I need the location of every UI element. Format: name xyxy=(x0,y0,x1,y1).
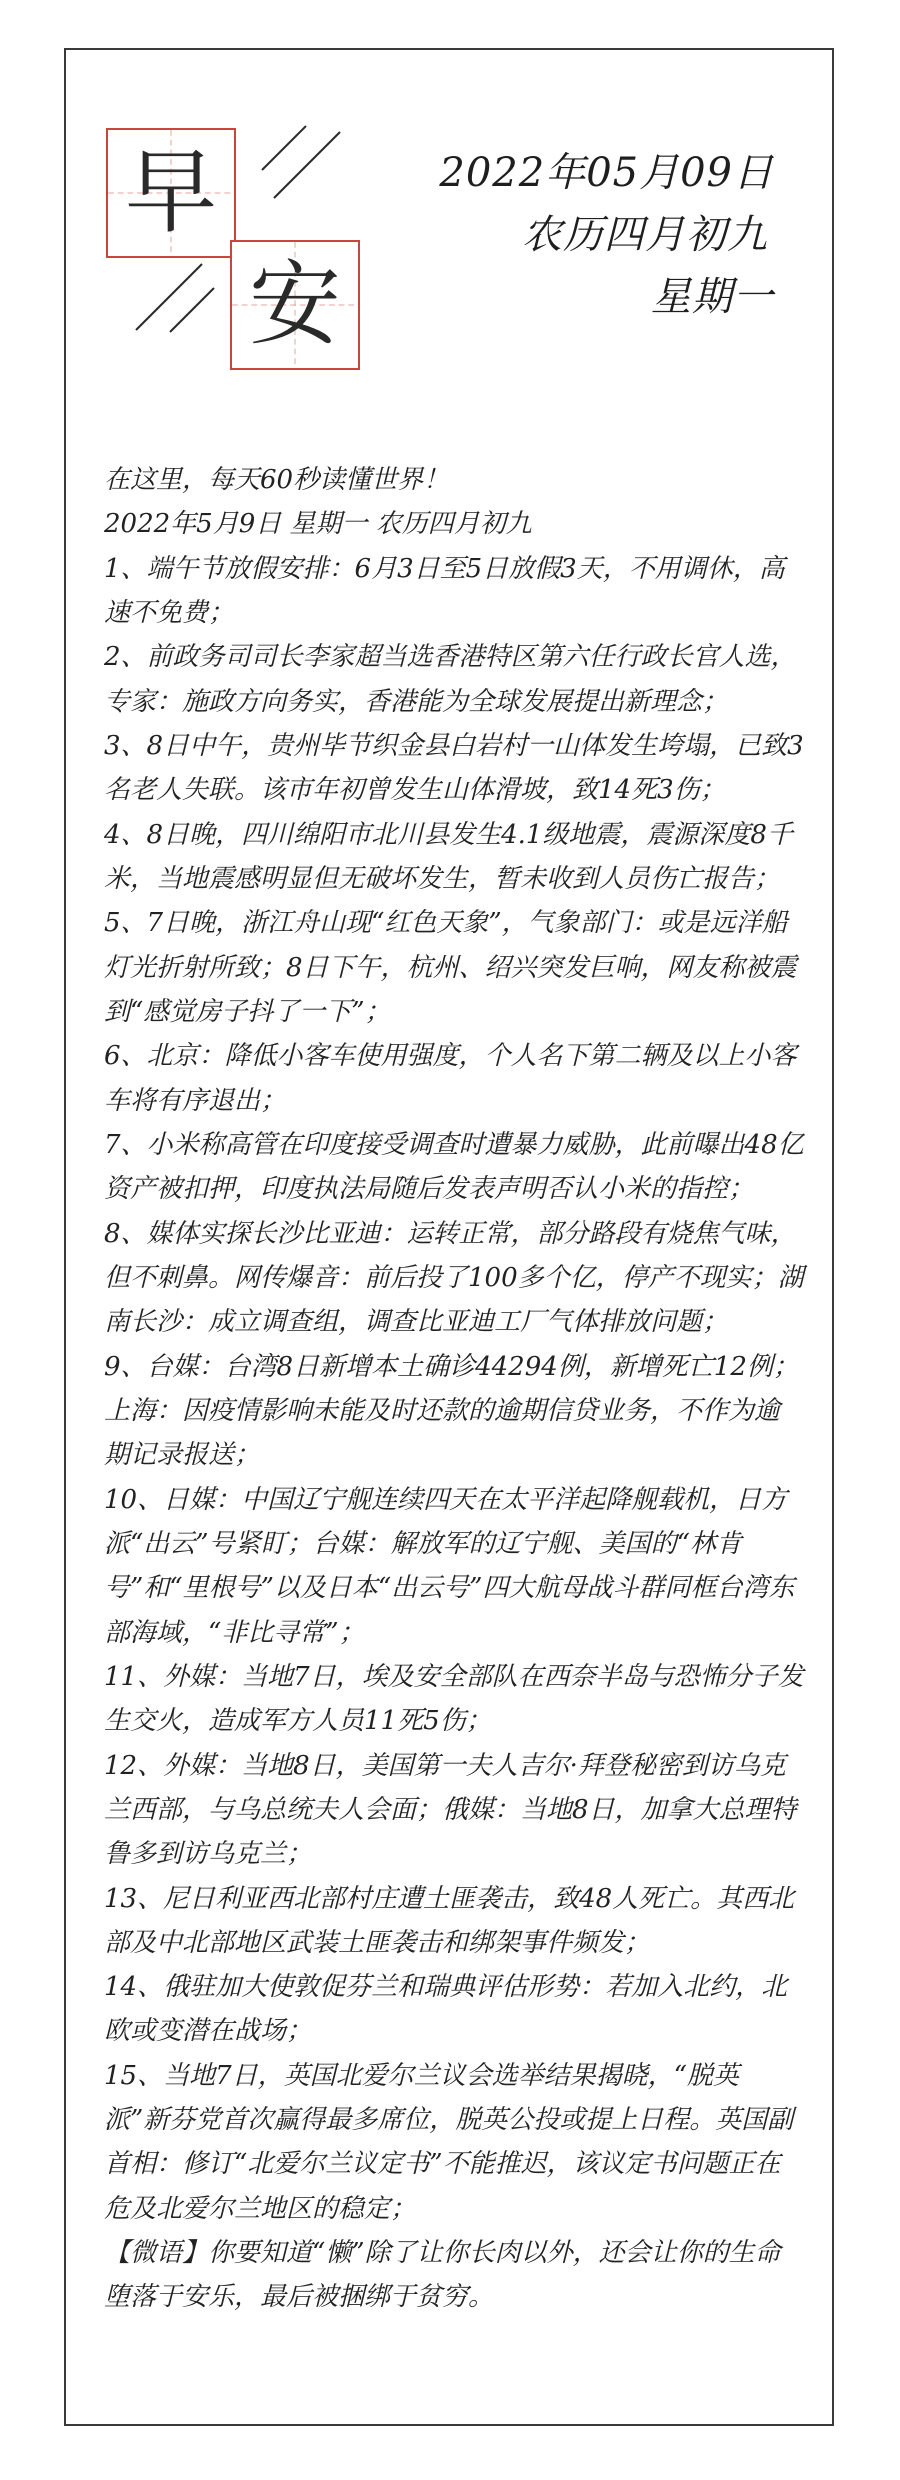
weekday-text: 星期一 xyxy=(651,274,774,320)
news-item-11: 11、外媒：当地7日，埃及安全部队在西奈半岛与恐怖分子发生交火，造成军方人员11死5伤； xyxy=(104,1661,804,1737)
date-block xyxy=(439,142,774,328)
slash-line xyxy=(262,126,306,170)
quote-tag: 【微语】 xyxy=(104,2238,209,2269)
news-item-6: 6、北京：降低小客车使用强度，个人名下第二辆及以上小客车将有序退出； xyxy=(104,1041,797,1116)
dateline: 2022年5月9日 星期一 农历四月初九 xyxy=(104,509,532,540)
news-item-7: 7、小米称高管在印度接受调查时遭暴力威胁，此前曝出48亿资产被扣押，印度执法局随后发表声明否认小米的指控； xyxy=(104,1129,804,1205)
lunar-date-text: 农历四月初九 xyxy=(522,212,768,258)
date-text: 2022年05月09日 xyxy=(439,150,774,196)
slash-line xyxy=(274,132,340,198)
news-content xyxy=(104,458,804,2320)
news-item-14: 14、俄驻加大使敦促芬兰和瑞典评估形势：若加入北约，北欧或变潜在战场； xyxy=(104,1972,788,2047)
news-item-12: 12、外媒：当地8日，美国第一夫人吉尔·拜登秘密到访乌克兰西部，与乌总统夫人会面；俄媒：当地8日，加拿大总理特鲁多到访乌克兰； xyxy=(104,1750,797,1870)
greeting-char-an: 安 xyxy=(248,251,341,358)
greeting-char-zao: 早 xyxy=(124,139,217,246)
news-item-10: 10、日媒：中国辽宁舰连续四天在太平洋起降舰载机，日方派“出云”号紧盯；台媒：解放军的辽宁舰、美国的“林肯号”和“里根号”以及日本“出云号”四大航母战斗群同框台湾东部海域，“非比寻常”； xyxy=(104,1484,795,1648)
news-item-4: 4、8日晚，四川绵阳市北川县发生4.1级地震，震源深度8千米，当地震感明显但无破坏发生，暂未收到人员伤亡报告； xyxy=(104,819,793,894)
greeting-char-box-1 xyxy=(106,128,236,258)
news-item-13: 13、尼日利亚西北部村庄遭土匪袭击，致48人死亡。其西北部及中北部地区武装土匪袭击和绑架事件频发； xyxy=(104,1883,795,1958)
news-item-15: 15、当地7日，英国北爱尔兰议会选举结果揭晓，“脱英派”新芬党首次赢得最多席位，脱英公投或提上日程。英国副首相：修订“北爱尔兰议定书”不能推迟，该议定书问题正在危及北爱尔兰地区的稳定； xyxy=(104,2060,794,2224)
slash-line xyxy=(170,288,214,332)
quote-line xyxy=(104,2231,804,2320)
intro-line: 在这里，每天60秒读懂世界！ xyxy=(104,465,450,495)
news-card xyxy=(64,48,834,2426)
greeting-char-box-2 xyxy=(230,240,360,370)
news-item-3: 3、8日中午，贵州毕节织金县白岩村一山体发生垮塌，已致3名老人失联。该市年初曾发生山体滑坡，致14死3伤； xyxy=(104,730,804,806)
news-item-5: 5、7日晚，浙江舟山现“红色天象”，气象部门：或是远洋船灯光折射所致；8日下午，杭州、绍兴突发巨响，网友称被震到“感觉房子抖了一下”； xyxy=(104,908,797,1027)
slash-line xyxy=(136,264,202,330)
news-item-9: 9、台媒：台湾8日新增本土确诊44294例，新增死亡12例；上海：因疫情影响未能及时还款的逾期信贷业务，不作为逾期记录报送； xyxy=(104,1351,799,1471)
news-item-1: 1、端午节放假安排：6月3日至5日放假3天，不用调休，高速不免费； xyxy=(104,553,785,628)
news-item-8: 8、媒体实探长沙比亚迪：运转正常，部分路段有烧焦气味，但不刺鼻。网传爆音：前后投了100多个亿，停产不现实；湖南长沙：成立调查组，调查比亚迪工厂气体排放问题； xyxy=(104,1218,804,1338)
news-item-2: 2、前政务司司长李家超当选香港特区第六任行政长官人选，专家：施政方向务实，香港能为全球发展提出新理念； xyxy=(104,642,797,717)
quote-text: 你要知道“懒”除了让你长肉以外，还会让你的生命堕落于安乐，最后被捆绑于贫穷。 xyxy=(104,2238,781,2313)
